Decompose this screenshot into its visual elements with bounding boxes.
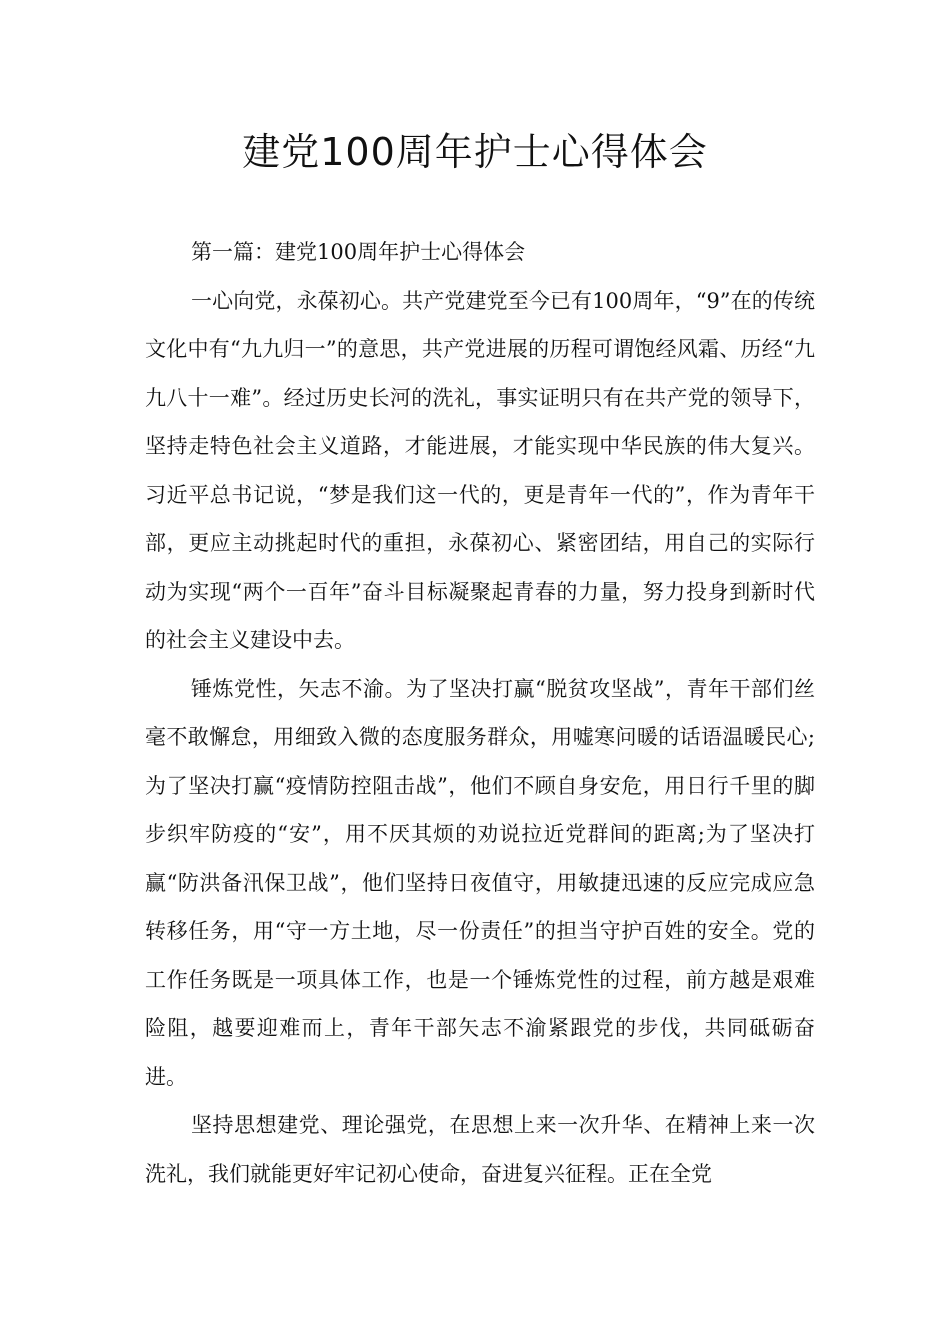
paragraph-3: 坚持思想建党、理论强党，在思想上来一次升华、在精神上来一次洗礼，我们就能更好牢记初心使命，奋进复兴征程。正在全党: [145, 1113, 815, 1186]
document-title: 建党100周年护士心得体会: [242, 130, 708, 174]
section-heading: 第一篇：建党100周年护士心得体会: [191, 240, 526, 264]
document-body: [145, 228, 815, 1198]
paragraph-1: 一心向党，永葆初心。共产党建党至今已有100周年，“9”在的传统文化中有“九九归一”的意思，共产党进展的历程可谓饱经风霜、历经“九九八十一难”。经过历史长河的洗礼，事实证明只有在共产党的领导下，坚持走特色社会主义道路，才能进展，才能实现中华民族的伟大复兴。习近平总书记说，“梦是我们这一代的，更是青年一代的”，作为青年干部，更应主动挑起时代的重担，永葆初心、紧密团结，用自己的实际行动为实现“两个一百年”奋斗目标凝聚起青春的力量，努力投身到新时代的社会主义建设中去。: [145, 288, 815, 652]
paragraph-2: 锤炼党性，矢志不渝。为了坚决打赢“脱贫攻坚战”，青年干部们丝毫不敢懈怠，用细致入微的态度服务群众，用嘘寒问暖的话语温暖民心;为了坚决打赢“疫情防控阻击战”，他们不顾自身安危，用日行千里的脚步织牢防疫的“安”，用不厌其烦的劝说拉近党群间的距离;为了坚决打赢“防洪备汛保卫战”，他们坚持日夜值守，用敏捷迅速的反应完成应急转移任务，用“守一方土地，尽一份责任”的担当守护百姓的安全。党的工作任务既是一项具体工作，也是一个锤炼党性的过程，前方越是艰难险阻，越要迎难而上，青年干部矢志不渝紧跟党的步伐，共同砥砺奋进。: [145, 676, 815, 1089]
